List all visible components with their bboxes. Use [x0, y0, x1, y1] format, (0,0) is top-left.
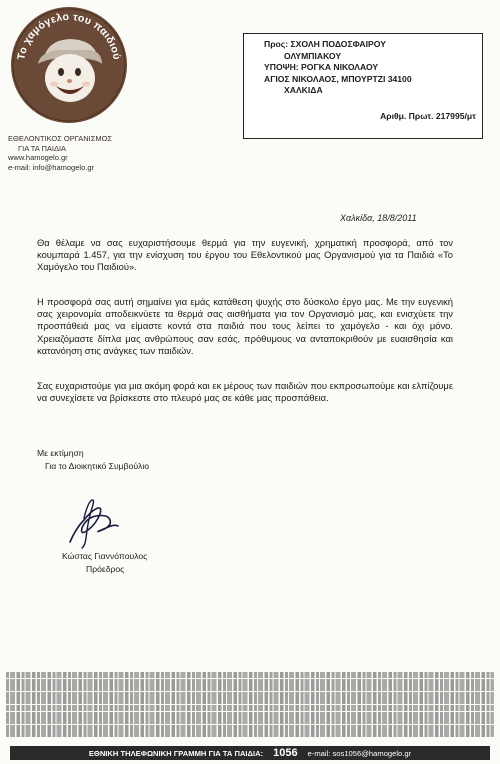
- signer-name: Κώστας Γιαννόπουλος: [62, 551, 148, 561]
- hamogelo-logo: [10, 6, 128, 124]
- closing: [37, 447, 149, 473]
- handwritten-signature: [62, 498, 122, 550]
- footer-hotline-bar: [10, 746, 490, 760]
- footer-email: e-mail: sos1056@hamogelo.gr: [307, 748, 412, 758]
- hotline-label: ΕΘΝΙΚΗ ΤΗΛΕΦΩΝΙΚΗ ΓΡΑΜΜΗ ΓΙΑ ΤΑ ΠΑΙΔΙΑ:: [88, 748, 264, 758]
- logo-text: Το χαμόγελο του παιδιού: [15, 10, 123, 61]
- body-paragraph-3: Σας ευχαριστούμε για μια ακόμη φορά και εκ μέρους των παιδιών που εκπροσωπούμε και ελπίζουμε να συνεχίσετε να βρίσκεστε στο πλευρό μας σε κάθε μας προσπάθεια.: [37, 380, 453, 404]
- organization-info: [8, 134, 112, 172]
- body-paragraph-2: Η προσφορά σας αυτή σημαίνει για εμάς κατάθεση ψυχής στο δύσκολο έργο μας. Με την ευγενική σας χειρονομία αποδεικνύετε τα θερμά σας αισθήματα για τον Οργανισμό μας, και ενισχύετε την προσπάθειά μας να είμαστε κοντά στα παιδιά που τους λείπει το χαμόγελο - και όχι μόνο. Χρειαζόμαστε δίπλα μας ανθρώπους σαν εσάς, πρόθυμους να ανταποκριθούν με ευαισθησία και κατανόηση στις ανάγκες των παιδιών.: [37, 296, 453, 356]
- closing-line1: Με εκτίμηση: [37, 448, 84, 458]
- letter-date: Χαλκίδα, 18/8/2011: [340, 213, 417, 223]
- recipient-line4: ΑΓΙΟΣ ΝΙΚΟΛΑΟΣ, ΜΠΟΥΡΤΖΙ 34100: [264, 73, 412, 84]
- org-website: www.hamogelo.gr: [8, 153, 68, 162]
- recipient-line1: Προς: ΣΧΟΛΗ ΠΟΔΟΣΦΑΙΡΟΥ: [264, 39, 386, 49]
- signer-title: Πρόεδρος: [86, 564, 125, 574]
- recipient-line3: ΥΠΟΨΗ: ΡΟΓΚΑ ΝΙΚΟΛΑΟΥ: [264, 62, 379, 72]
- signer: [62, 550, 147, 576]
- footer-address-fineprint: [6, 672, 494, 744]
- recipient-line2: ΟΛΥΜΠΙΑΚΟΥ: [284, 50, 342, 61]
- hotline-number: 1056: [273, 747, 298, 759]
- recipient-line5: ΧΑΛΚΙΔΑ: [284, 85, 323, 95]
- protocol-number: Αριθμ. Πρωτ. 217995/μτ: [380, 110, 476, 121]
- org-email: e-mail: info@hamogelo.gr: [8, 162, 94, 172]
- body-paragraph-1: Θα θέλαμε να σας ευχαριστήσουμε θερμά για την ευγενική, χρηματική προσφορά, από τον κουμπαρά 1.457, για την ενίσχυση του έργου του Εθελοντικού μας Οργανισμού για τα Παιδιά «Το Χαμόγελο του Παιδιού».: [37, 237, 453, 273]
- closing-line2: Για το Διοικητικό Συμβούλιο: [45, 461, 150, 471]
- recipient-box: [243, 33, 483, 139]
- org-name-line2: ΓΙΑ ΤΑ ΠΑΙΔΙΑ: [18, 143, 67, 153]
- org-name-line1: ΕΘΕΛΟΝΤΙΚΟΣ ΟΡΓΑΝΙΣΜΟΣ: [8, 134, 113, 143]
